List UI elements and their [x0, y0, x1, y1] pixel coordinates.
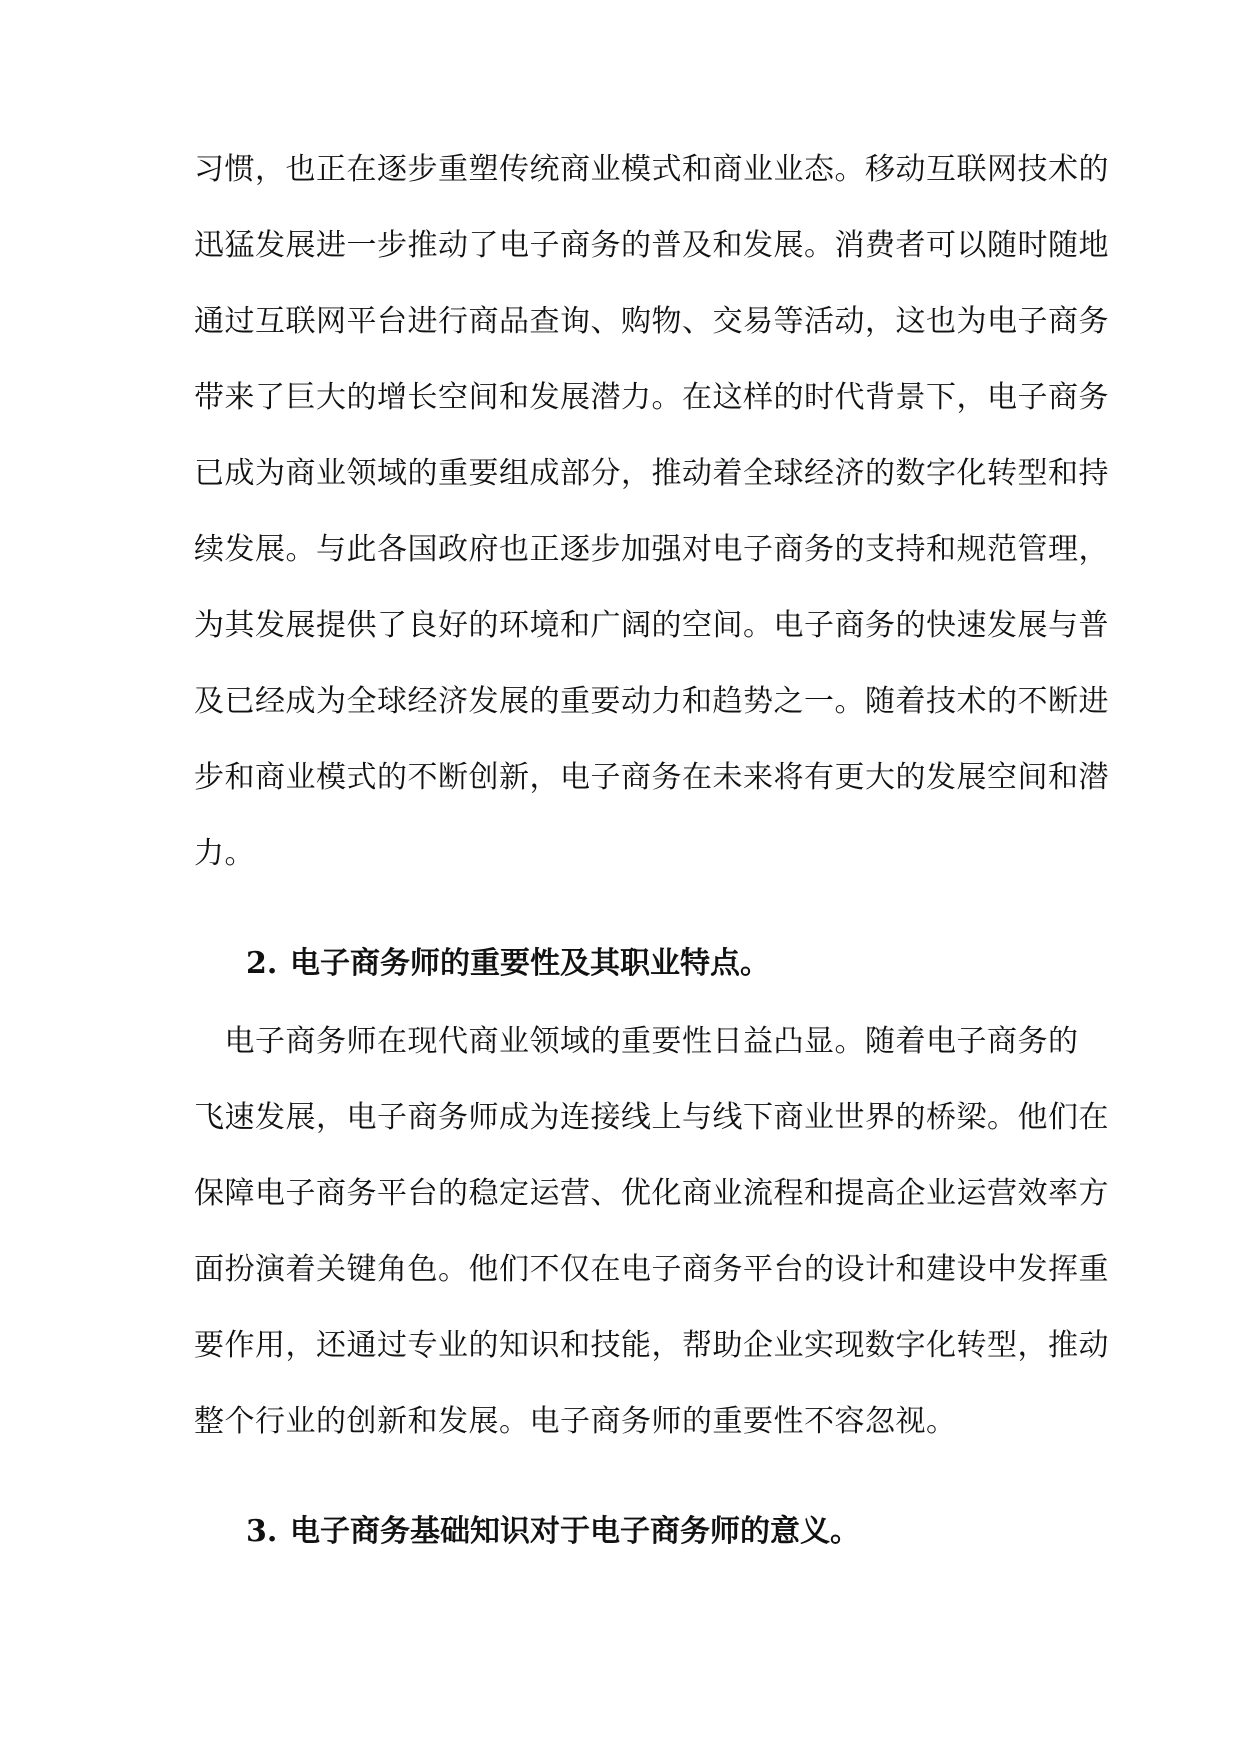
section-heading	[246, 944, 770, 984]
paragraph-line: 力。	[194, 836, 255, 871]
paragraph-line: 步和商业模式的不断创新，电子商务在未来将有更大的发展空间和潜	[194, 760, 1109, 795]
paragraph-line: 带来了巨大的增长空间和发展潜力。在这样的时代背景下，电子商务	[194, 380, 1109, 415]
section-heading	[246, 1512, 860, 1552]
section-title: 电子商务基础知识对于电子商务师的意义。	[290, 1514, 860, 1549]
paragraph-line: 整个行业的创新和发展。电子商务师的重要性不容忽视。	[194, 1404, 957, 1439]
paragraph-line: 为其发展提供了良好的环境和广阔的空间。电子商务的快速发展与普	[194, 608, 1109, 643]
paragraph-line: 已成为商业领域的重要组成部分，推动着全球经济的数字化转型和持	[194, 456, 1109, 491]
paragraph-line: 面扮演着关键角色。他们不仅在电子商务平台的设计和建设中发挥重	[194, 1252, 1109, 1287]
section-title: 电子商务师的重要性及其职业特点。	[290, 946, 770, 981]
paragraph-line: 通过互联网平台进行商品查询、购物、交易等活动，这也为电子商务	[194, 304, 1109, 339]
section-number: 2.	[246, 946, 278, 981]
paragraph-line: 电子商务师在现代商业领域的重要性日益凸显。随着电子商务的	[194, 1024, 1079, 1059]
paragraph-line: 及已经成为全球经济发展的重要动力和趋势之一。随着技术的不断进	[194, 684, 1109, 719]
paragraph-line: 习惯，也正在逐步重塑传统商业模式和商业业态。移动互联网技术的	[194, 152, 1109, 187]
paragraph-line: 续发展。与此各国政府也正逐步加强对电子商务的支持和规范管理，	[194, 532, 1109, 567]
paragraph-line: 迅猛发展进一步推动了电子商务的普及和发展。消费者可以随时随地	[194, 228, 1109, 263]
paragraph-line: 保障电子商务平台的稳定运营、优化商业流程和提高企业运营效率方	[194, 1176, 1109, 1211]
paragraph-line: 飞速发展，电子商务师成为连接线上与线下商业世界的桥梁。他们在	[194, 1100, 1109, 1135]
paragraph-line: 要作用，还通过专业的知识和技能，帮助企业实现数字化转型，推动	[194, 1328, 1109, 1363]
section-number: 3.	[246, 1514, 278, 1549]
